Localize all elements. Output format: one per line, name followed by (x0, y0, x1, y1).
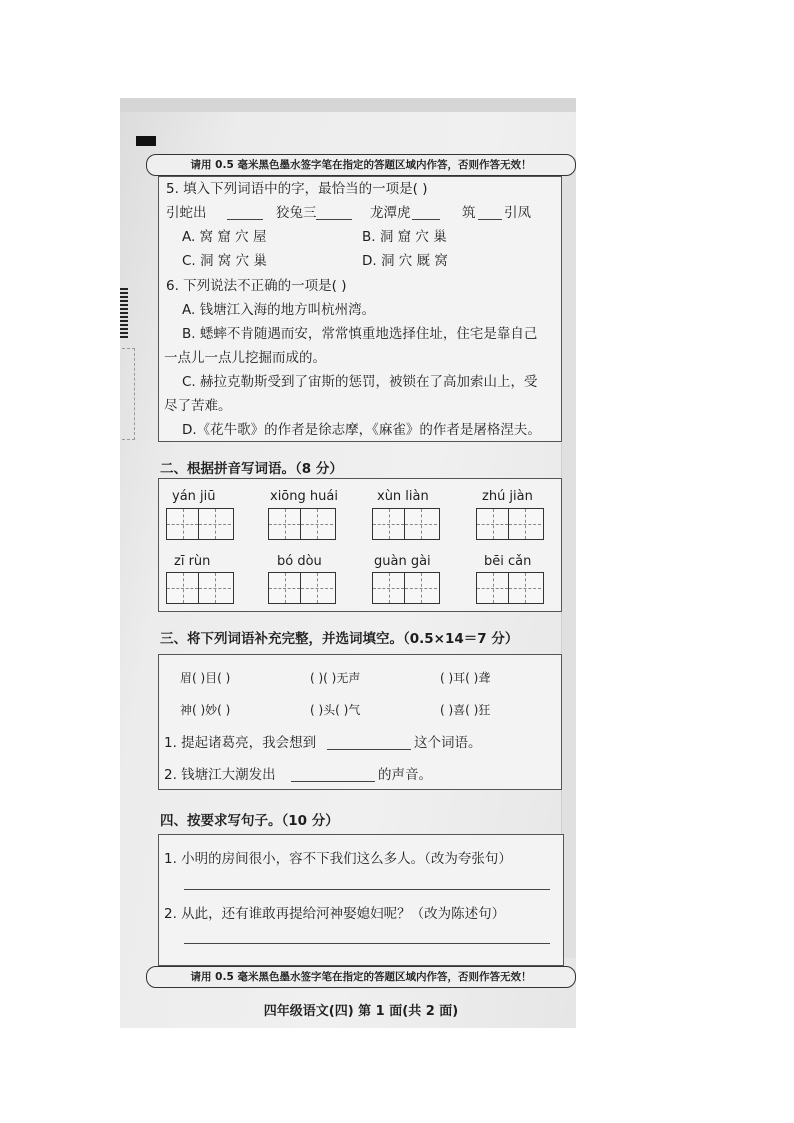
idiom-5: ( )头( )气 (310, 703, 361, 717)
answer-grid-6[interactable] (268, 572, 336, 604)
answer-grid-7[interactable] (372, 572, 440, 604)
q5-option-c: C. 洞 窝 穴 巢 (182, 253, 267, 269)
answer-grid-5[interactable] (166, 572, 234, 604)
q5-blank-1[interactable] (227, 218, 263, 220)
q6-option-a: A. 钱塘江入海的地方叫杭州湾。 (182, 302, 376, 318)
s4-q2: 2. 从此，还有谁敢再提给河神娶媳妇呢？（改为陈述句） (164, 906, 506, 922)
s4-q1-answer-line[interactable] (184, 888, 550, 890)
answer-grid-4[interactable] (476, 508, 544, 540)
answer-grid-1[interactable] (166, 508, 234, 540)
s3-q2-prefix: 2. 钱塘江大潮发出 (164, 767, 276, 783)
q5-option-a: A. 窝 窟 穴 屋 (182, 229, 267, 245)
alignment-mark (136, 136, 156, 146)
s3-q2-blank[interactable] (291, 780, 375, 782)
pinyin-3: xùn liàn (377, 489, 429, 504)
pinyin-1: yán jiū (172, 489, 216, 504)
page-footer: 四年级语文(四) 第 1 面(共 2 面) (263, 1004, 459, 1019)
s4-q1: 1. 小明的房间很小，容不下我们这么多人。（改为夸张句） (164, 851, 512, 867)
s3-q1-blank[interactable] (327, 748, 411, 750)
pinyin-7: guàn gài (374, 554, 431, 569)
idiom-6: ( )喜( )狂 (440, 703, 491, 717)
s3-q1-prefix: 1. 提起诸葛亮，我会想到 (164, 735, 317, 751)
q5-word-2: 狡兔三 (276, 205, 317, 221)
q6-option-d: D.《花牛歌》的作者是徐志摩，《麻雀》的作者是屠格涅夫。 (182, 422, 541, 438)
idiom-2: ( )( )无声 (310, 671, 361, 685)
q5-blank-3[interactable] (412, 218, 440, 220)
s3-q1-suffix: 这个词语。 (414, 735, 482, 751)
pinyin-4: zhú jiàn (482, 489, 533, 504)
idiom-3: ( )耳( )聋 (440, 671, 491, 685)
q5-blank-2[interactable] (316, 218, 352, 220)
pinyin-8: bēi cǎn (484, 554, 532, 569)
q6-option-c-line1: C. 赫拉克勒斯受到了宙斯的惩罚，被锁在了高加索山上，受 (182, 374, 538, 390)
q5-option-d: D. 洞 穴 厩 窝 (362, 253, 448, 269)
answer-grid-8[interactable] (476, 572, 544, 604)
q5-word-5: 引凤 (504, 205, 531, 221)
q6-stem: 6. 下列说法不正确的一项是( ) (166, 278, 347, 294)
barcode-area (120, 268, 156, 408)
pinyin-5: zī rùn (174, 554, 211, 569)
section3-title: 三、将下列词语补充完整，并选词填空。（0.5×14＝7 分） (160, 631, 519, 647)
binding-line (122, 348, 135, 440)
s3-q2-suffix: 的声音。 (378, 767, 432, 783)
q5-word-4: 筑 (462, 205, 476, 221)
idiom-1: 眉( )目( ) (180, 671, 231, 685)
answer-area-warning-top: 请用 0.5 毫米黑色墨水签字笔在指定的答题区域内作答，否则作答无效！ (146, 154, 576, 176)
answer-grid-2[interactable] (268, 508, 336, 540)
section4-title: 四、按要求写句子。（10 分） (160, 813, 339, 829)
q5-word-1: 引蛇出 (166, 205, 207, 221)
q5-word-3: 龙潭虎 (370, 205, 411, 221)
barcode-icon (120, 288, 128, 338)
idiom-4: 神( )妙( ) (180, 703, 231, 717)
q5-stem: 5. 填入下列词语中的字，最恰当的一项是( ) (166, 181, 428, 197)
pinyin-6: bó dòu (277, 554, 322, 569)
q6-option-b-line2: 一点儿一点儿挖掘而成的。 (164, 350, 326, 366)
top-edge-strip (120, 98, 576, 112)
answer-grid-3[interactable] (372, 508, 440, 540)
pinyin-2: xiōng huái (270, 489, 338, 504)
q6-option-b-line1: B. 蟋蟀不肯随遇而安，常常慎重地选择住址，住宅是靠自己 (182, 326, 538, 342)
section2-title: 二、根据拼音写词语。（8 分） (160, 461, 343, 477)
answer-area-warning-bottom: 请用 0.5 毫米黑色墨水签字笔在指定的答题区域内作答，否则作答无效！ (146, 966, 576, 988)
s4-q2-answer-line[interactable] (184, 942, 550, 944)
q5-blank-4[interactable] (478, 218, 502, 220)
q5-option-b: B. 洞 窟 穴 巢 (362, 229, 447, 245)
q6-option-c-line2: 尽了苦难。 (164, 398, 232, 414)
